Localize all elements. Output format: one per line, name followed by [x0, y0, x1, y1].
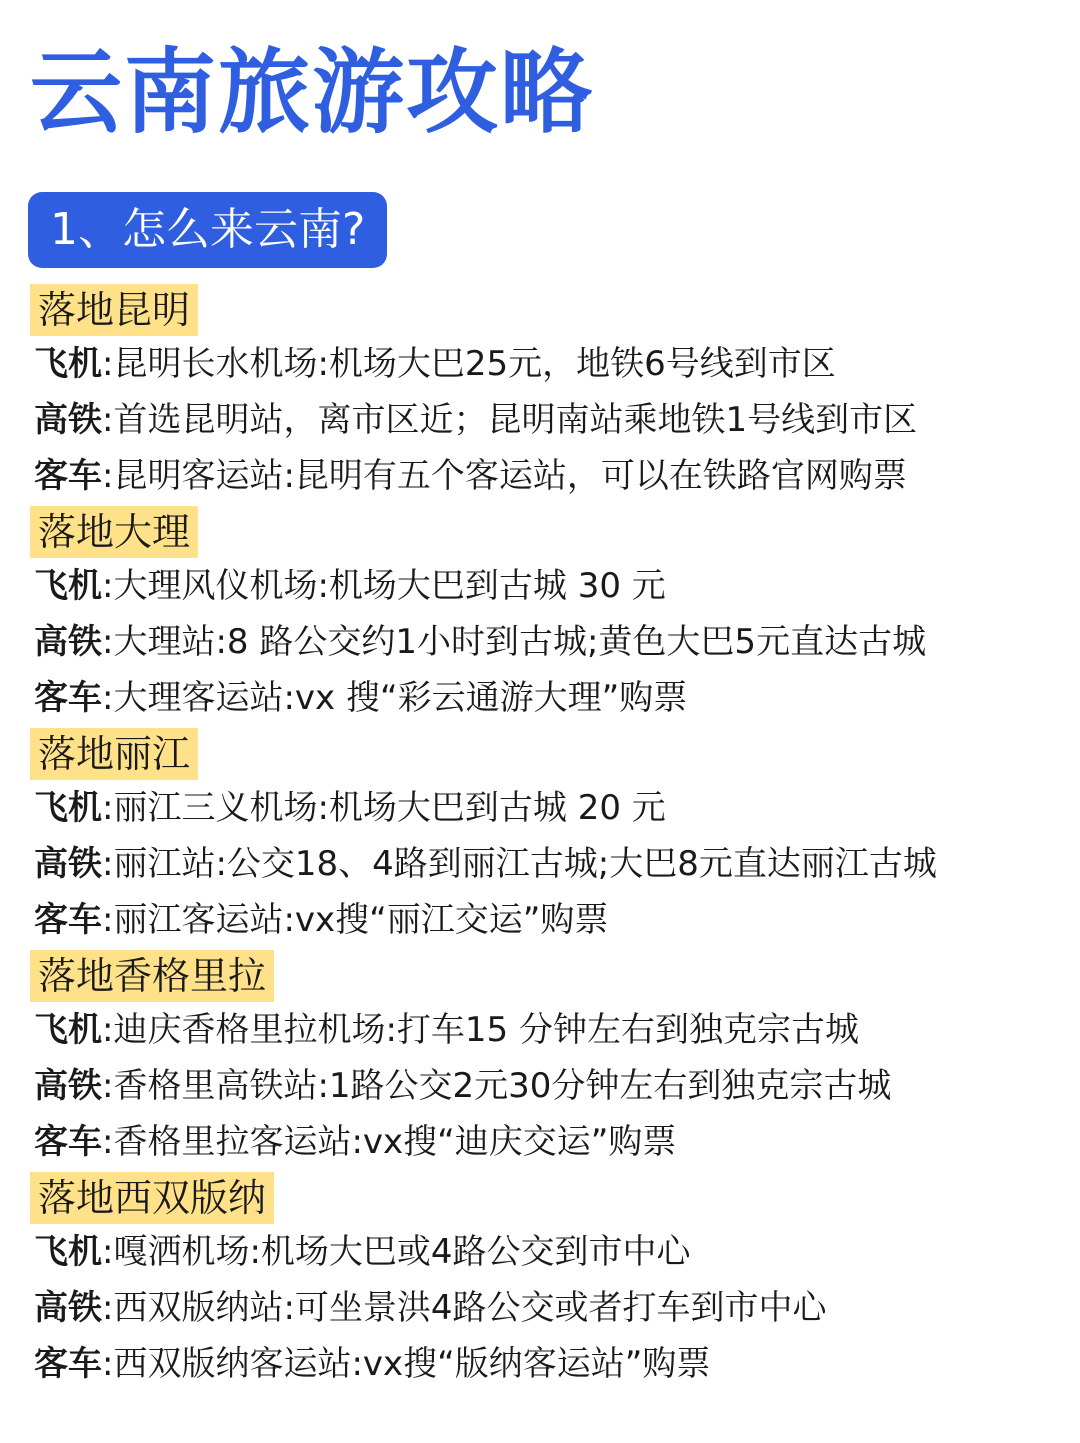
section-heading: 1、怎么来云南? — [28, 192, 387, 268]
info-line — [30, 1224, 1070, 1280]
group-title: 落地大理 — [30, 506, 198, 558]
line-label: 高铁 — [34, 1066, 102, 1106]
group-dali — [30, 506, 1070, 726]
line-label: 客车 — [34, 900, 102, 940]
line-label: 飞机 — [34, 1232, 102, 1272]
group-title: 落地香格里拉 — [30, 950, 274, 1002]
info-line — [30, 1058, 1070, 1114]
page-title: 云南旅游攻略 — [30, 39, 595, 146]
line-label: 飞机 — [34, 1010, 102, 1050]
line-label: 高铁 — [34, 400, 102, 440]
line-label: 高铁 — [34, 1288, 102, 1328]
info-line — [30, 448, 1070, 504]
line-label: 客车 — [34, 1344, 102, 1384]
group-kunming — [30, 284, 1070, 504]
line-label: 飞机 — [34, 566, 102, 606]
info-line — [30, 836, 1070, 892]
line-text: :迪庆香格里拉机场:打车15 分钟左右到独克宗古城 — [102, 1010, 859, 1050]
line-text: :丽江三义机场:机场大巴到古城 20 元 — [102, 788, 666, 828]
info-line — [30, 892, 1070, 948]
line-text: :香格里高铁站:1路公交2元30分钟左右到独克宗古城 — [102, 1066, 892, 1106]
line-text: :昆明长水机场:机场大巴25元，地铁6号线到市区 — [102, 344, 836, 384]
line-label: 高铁 — [34, 844, 102, 884]
line-text: :大理客运站:vx 搜“彩云通游大理”购票 — [102, 678, 688, 718]
line-text: :丽江客运站:vx搜“丽江交运”购票 — [102, 900, 609, 940]
info-line — [30, 558, 1070, 614]
info-line — [30, 1114, 1070, 1170]
line-text: :丽江站:公交18、4路到丽江古城;大巴8元直达丽江古城 — [102, 844, 937, 884]
line-label: 客车 — [34, 1122, 102, 1162]
line-label: 客车 — [34, 678, 102, 718]
group-lijiang — [30, 728, 1070, 948]
line-label: 飞机 — [34, 788, 102, 828]
content-body — [30, 284, 1070, 1394]
info-line — [30, 1336, 1070, 1392]
info-line — [30, 780, 1070, 836]
group-shangri-la — [30, 950, 1070, 1170]
line-text: :西双版纳站:可坐景洪4路公交或者打车到市中心 — [102, 1288, 827, 1328]
group-title: 落地西双版纳 — [30, 1172, 274, 1224]
line-text: :大理风仪机场:机场大巴到古城 30 元 — [102, 566, 666, 606]
line-text: :大理站:8 路公交约1小时到古城;黄色大巴5元直达古城 — [102, 622, 927, 662]
info-line — [30, 614, 1070, 670]
line-label: 客车 — [34, 456, 102, 496]
info-line — [30, 392, 1070, 448]
line-text: :昆明客运站:昆明有五个客运站，可以在铁路官网购票 — [102, 456, 907, 496]
line-text: :首选昆明站，离市区近；昆明南站乘地铁1号线到市区 — [102, 400, 918, 440]
line-label: 飞机 — [34, 344, 102, 384]
info-line — [30, 336, 1070, 392]
line-label: 高铁 — [34, 622, 102, 662]
line-text: :西双版纳客运站:vx搜“版纳客运站”购票 — [102, 1344, 711, 1384]
info-line — [30, 1280, 1070, 1336]
group-title: 落地丽江 — [30, 728, 198, 780]
group-xishuangbanna — [30, 1172, 1070, 1392]
info-line — [30, 1002, 1070, 1058]
line-text: :香格里拉客运站:vx搜“迪庆交运”购票 — [102, 1122, 677, 1162]
line-text: :嘎洒机场:机场大巴或4路公交到市中心 — [102, 1232, 691, 1272]
group-title: 落地昆明 — [30, 284, 198, 336]
info-line — [30, 670, 1070, 726]
